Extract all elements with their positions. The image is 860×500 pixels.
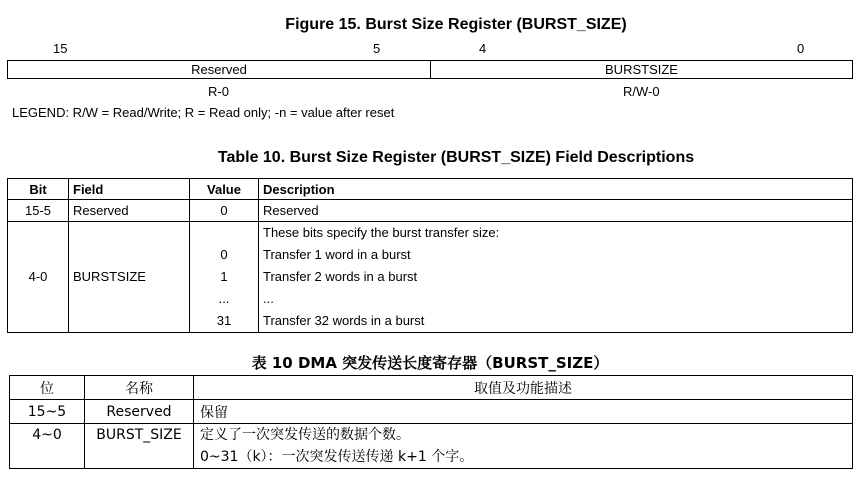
cell-description: Transfer 2 words in a burst xyxy=(263,269,418,284)
table-row xyxy=(8,200,853,222)
bit-label-5: 5 xyxy=(373,41,381,56)
cell-description-cn: 保留 xyxy=(194,400,853,424)
table-row xyxy=(10,424,853,469)
cell-bit-cn: 4~0 xyxy=(32,427,62,443)
chinese-description-table xyxy=(9,375,853,469)
table-header-row xyxy=(8,179,853,200)
cell-value: 1 xyxy=(220,269,228,284)
cell-name-cn: Reserved xyxy=(85,400,194,424)
cell-description-cn: 0~31（k）：一次突发传送传递 k+1 个字。 xyxy=(200,449,474,465)
cell-value: 0 xyxy=(190,200,259,222)
cell-value: ... xyxy=(218,291,230,306)
cell-field: BURSTSIZE xyxy=(73,269,146,284)
cell-name-cn: BURST_SIZE xyxy=(96,427,182,443)
cell-value: 31 xyxy=(216,313,232,328)
table-row xyxy=(8,222,853,333)
register-field-reserved: Reserved xyxy=(8,61,431,78)
table-header-row xyxy=(10,376,853,400)
header-name-cn: 名称 xyxy=(85,376,194,400)
header-value: Value xyxy=(190,179,259,200)
bit-label-15: 15 xyxy=(53,41,68,56)
table-cn-title: 表 10 DMA 突发传送长度寄存器（BURST_SIZE） xyxy=(251,354,609,372)
cell-value: 0 xyxy=(220,247,228,262)
cell-description: Transfer 32 words in a burst xyxy=(263,313,425,328)
cell-description: Reserved xyxy=(259,200,853,222)
cell-description-intro: These bits specify the burst transfer size: xyxy=(263,225,500,240)
access-burstsize: R/W-0 xyxy=(623,84,660,99)
register-field-burstsize: BURSTSIZE xyxy=(605,62,678,77)
header-description: Description xyxy=(259,179,853,200)
legend: LEGEND: R/W = Read/Write; R = Read only; -n = value after reset xyxy=(12,105,395,120)
cell-field: Reserved xyxy=(69,200,190,222)
cell-description: ... xyxy=(263,291,274,306)
header-field: Field xyxy=(69,179,190,200)
header-description-cn: 取值及功能描述 xyxy=(194,376,853,400)
cell-bit: 4-0 xyxy=(28,269,48,284)
cell-bit: 15-5 xyxy=(8,200,69,222)
bit-label-0: 0 xyxy=(797,41,805,56)
field-description-table xyxy=(7,178,853,333)
table-row xyxy=(10,400,853,424)
cell-description: Transfer 1 word in a burst xyxy=(263,247,411,262)
header-bit-cn: 位 xyxy=(10,376,85,400)
access-reserved: R-0 xyxy=(208,84,229,99)
register-diagram xyxy=(7,60,853,79)
bit-label-4: 4 xyxy=(479,41,487,56)
figure-title: Figure 15. Burst Size Register (BURST_SIZE) xyxy=(285,16,627,33)
cell-bit-cn: 15~5 xyxy=(10,400,85,424)
header-bit: Bit xyxy=(8,179,69,200)
cell-description-cn: 定义了一次突发传送的数据个数。 xyxy=(200,427,410,443)
table-en-title: Table 10. Burst Size Register (BURST_SIZE) Field Descriptions xyxy=(217,149,695,166)
